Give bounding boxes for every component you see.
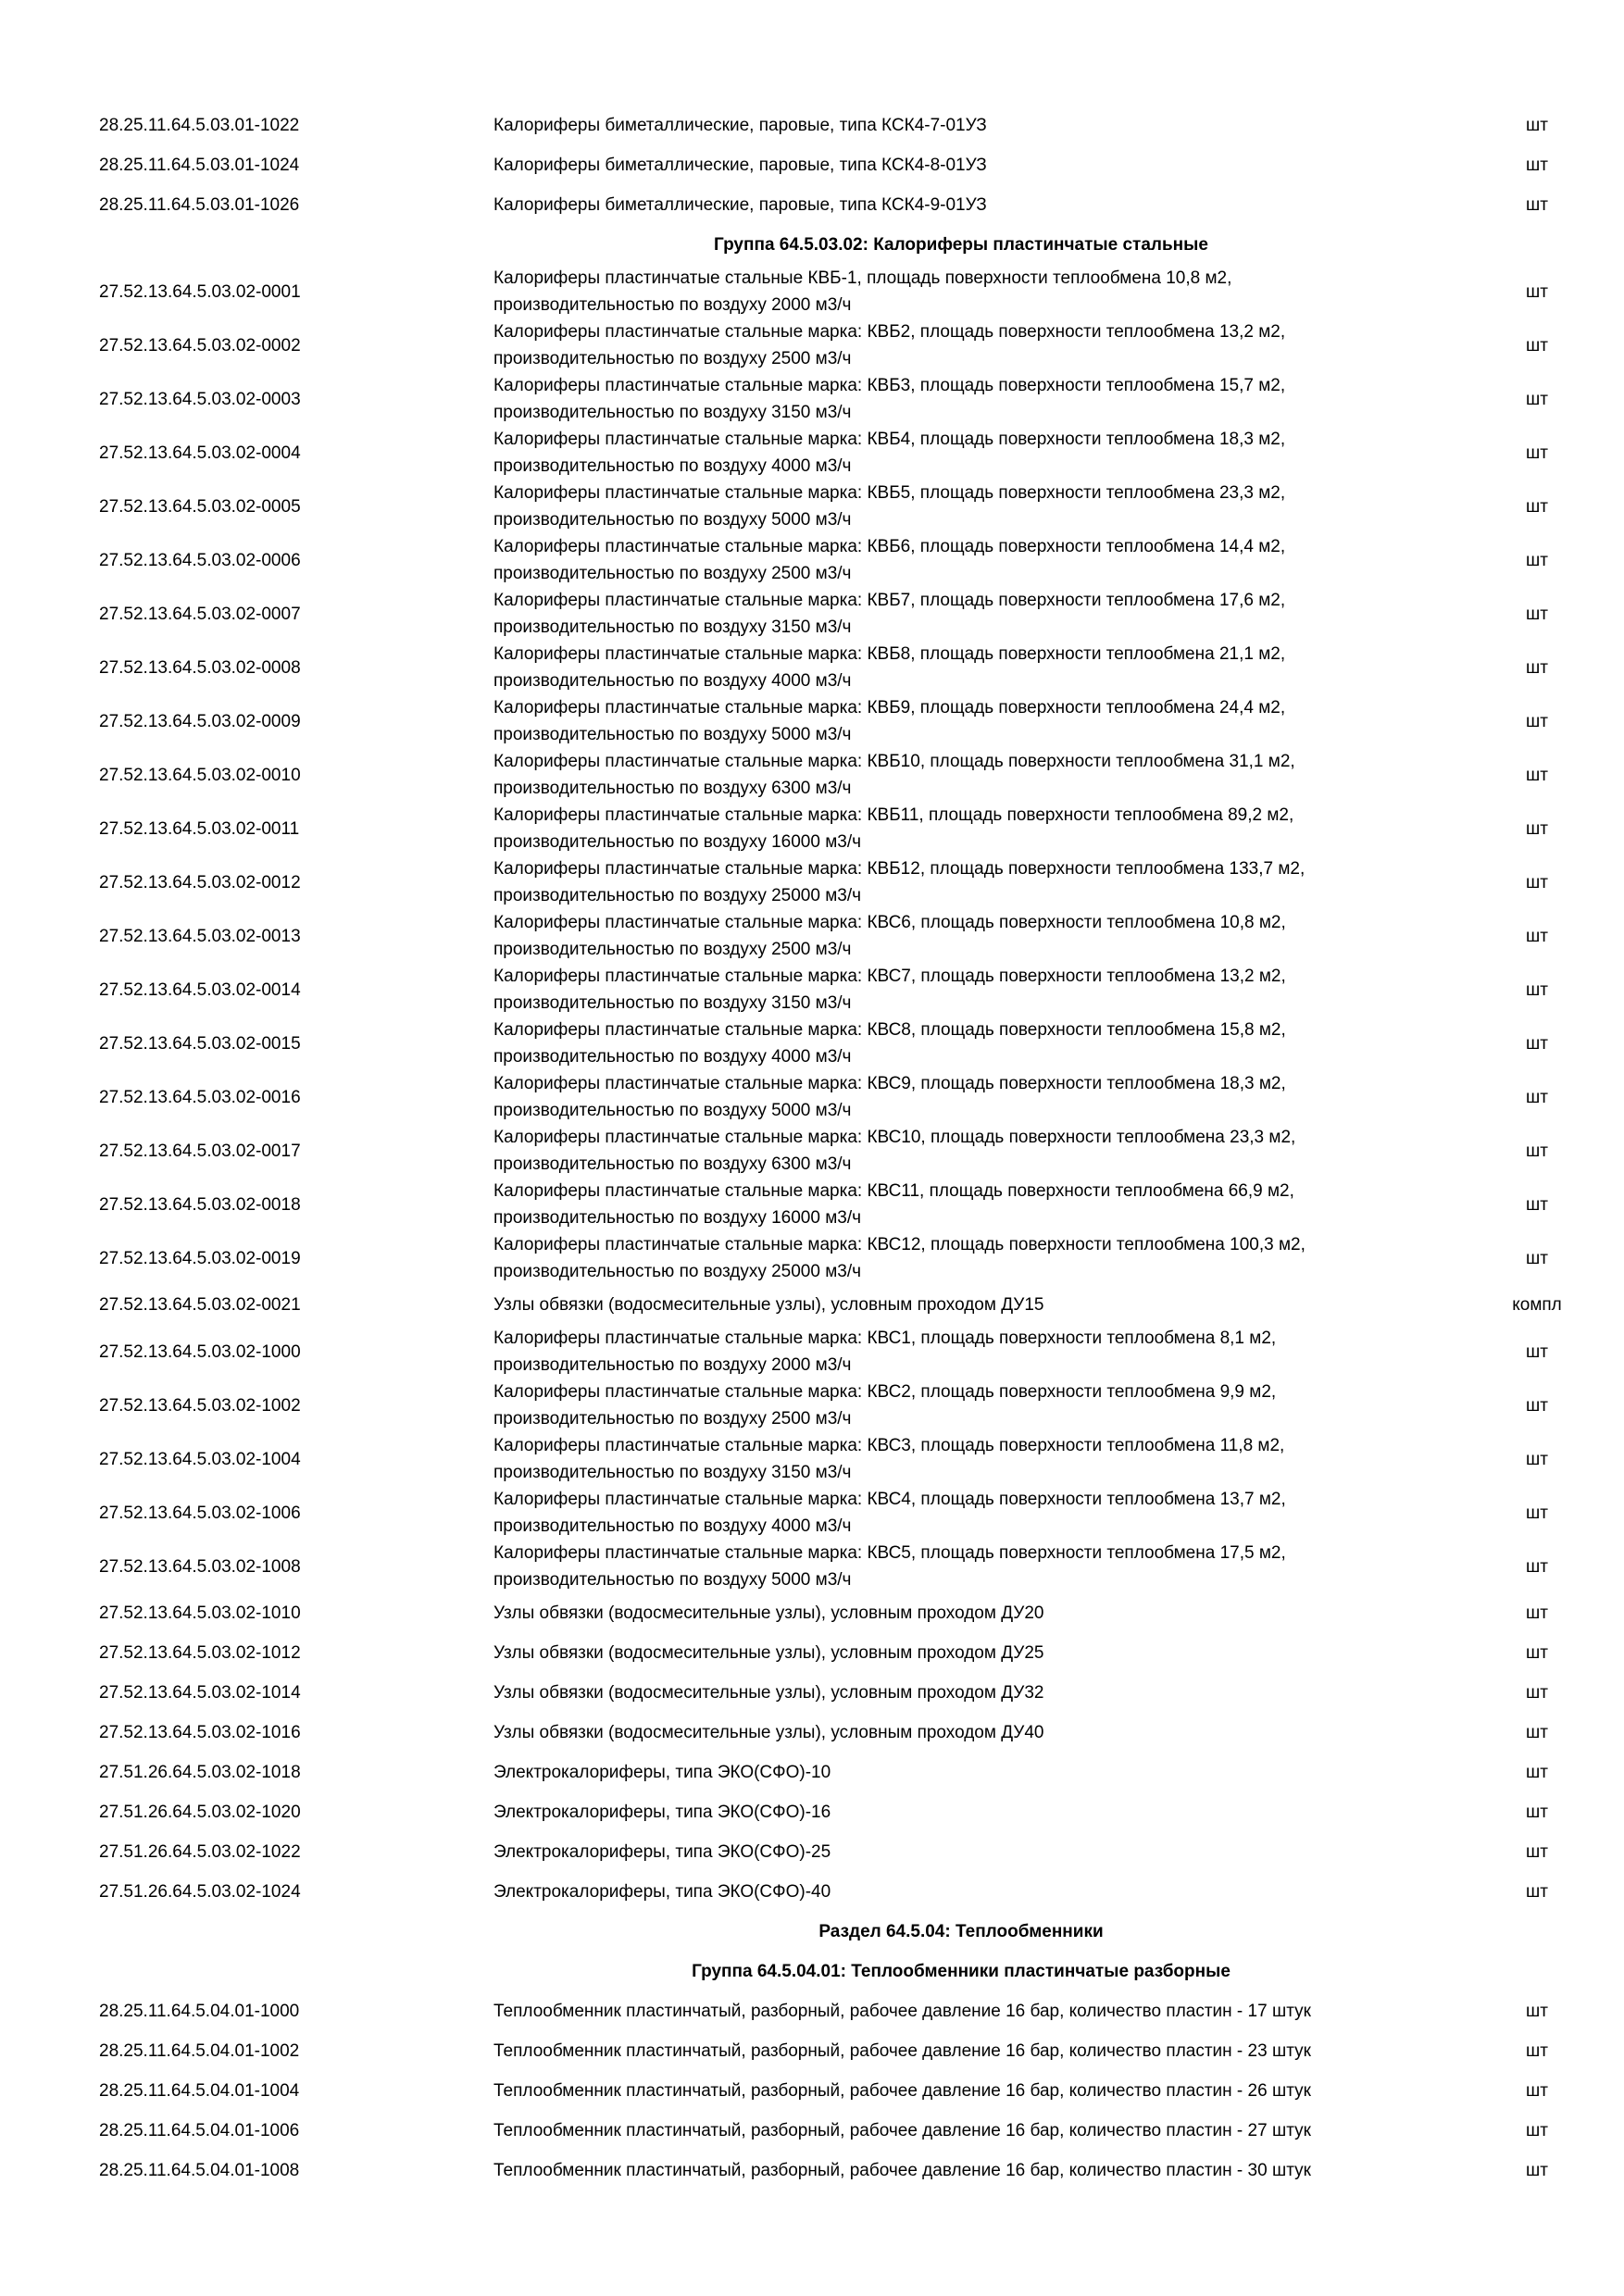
table-row	[0, 1872, 1624, 1912]
item-code: 27.52.13.64.5.03.02-1004	[99, 1449, 301, 1469]
item-code: 27.52.13.64.5.03.02-1002	[99, 1395, 301, 1416]
item-unit: шт	[1526, 980, 1548, 1000]
item-name-line: Калориферы пластинчатые стальные марка: КВС8, площадь поверхности теплообмена 15,8 м2,	[493, 1020, 1286, 1040]
item-name	[493, 641, 1429, 694]
item-name-line: Калориферы пластинчатые стальные марка: КВС11, площадь поверхности теплообмена 66,9 м2,	[493, 1181, 1294, 1201]
item-name	[493, 1231, 1429, 1285]
item-unit: шт	[1526, 1603, 1548, 1623]
item-code: 27.52.13.64.5.03.02-0013	[99, 926, 301, 946]
table-row	[0, 641, 1624, 694]
item-name-line: Электрокалориферы, типа ЭКО(СФО)-16	[493, 1803, 831, 1822]
item-unit: шт	[1526, 1643, 1548, 1663]
item-name-line: производительностью по воздуху 5000 м3/ч	[493, 1101, 852, 1120]
table-row	[0, 1379, 1624, 1432]
item-name-line: Узлы обвязки (водосмесительные узлы), условным проходом ДУ20	[493, 1603, 1044, 1623]
item-name	[493, 1486, 1429, 1540]
item-name-line: Узлы обвязки (водосмесительные узлы), условным проходом ДУ15	[493, 1295, 1044, 1315]
table-row	[0, 265, 1624, 318]
item-unit: шт	[1526, 926, 1548, 946]
table-row	[0, 1432, 1624, 1486]
item-code: 27.52.13.64.5.03.02-1000	[99, 1341, 301, 1362]
item-unit: шт	[1526, 1449, 1548, 1469]
item-name-line: Теплообменник пластинчатый, разборный, рабочее давление 16 бар, количество пластин - 17 штук	[493, 2002, 1311, 2021]
item-name	[493, 1713, 1429, 1753]
item-name	[493, 694, 1429, 748]
item-name	[493, 1432, 1429, 1486]
item-name-line: Калориферы пластинчатые стальные марка: КВС10, площадь поверхности теплообмена 23,3 м2,	[493, 1128, 1296, 1147]
item-unit: шт	[1526, 1882, 1548, 1902]
item-name	[493, 1593, 1429, 1633]
item-name-line: Теплообменник пластинчатый, разборный, рабочее давление 16 бар, количество пластин - 30 штук	[493, 2161, 1311, 2180]
item-name-line: Калориферы биметаллические, паровые, типа КСК4-7-01УЗ	[493, 116, 987, 135]
item-name-line: Калориферы пластинчатые стальные марка: КВБ11, площадь поверхности теплообмена 89,2 м2,	[493, 805, 1294, 825]
item-code: 28.25.11.64.5.04.01-1004	[99, 2081, 300, 2101]
table-row	[0, 1017, 1624, 1070]
item-name-line: производительностью по воздуху 4000 м3/ч	[493, 456, 852, 476]
item-name-line: производительностью по воздуху 4000 м3/ч	[493, 1047, 852, 1067]
item-name-line: производительностью по воздуху 25000 м3/ч	[493, 886, 862, 905]
item-name	[493, 748, 1429, 802]
item-code: 27.51.26.64.5.03.02-1018	[99, 1763, 301, 1782]
table-row	[0, 185, 1624, 225]
item-unit: шт	[1526, 156, 1548, 175]
item-code: 27.52.13.64.5.03.02-0009	[99, 711, 301, 731]
item-code: 27.52.13.64.5.03.02-1014	[99, 1683, 301, 1703]
table-row	[0, 106, 1624, 145]
item-unit: шт	[1526, 2041, 1548, 2061]
item-name-line: Калориферы пластинчатые стальные марка: КВС4, площадь поверхности теплообмена 13,7 м2,	[493, 1490, 1286, 1509]
item-name-line: производительностью по воздуху 2500 м3/ч	[493, 1409, 852, 1429]
item-name-line: Теплообменник пластинчатый, разборный, рабочее давление 16 бар, количество пластин - 26 штук	[493, 2081, 1311, 2101]
item-unit: шт	[1526, 1248, 1548, 1268]
item-name	[493, 1379, 1429, 1432]
table-row	[0, 1325, 1624, 1379]
item-unit: шт	[1526, 872, 1548, 892]
item-name	[493, 1285, 1429, 1325]
item-name-line: Калориферы пластинчатые стальные марка: КВБ12, площадь поверхности теплообмена 133,7 м2,	[493, 859, 1305, 879]
item-name-line: Калориферы пластинчатые стальные марка: КВС6, площадь поверхности теплообмена 10,8 м2,	[493, 913, 1286, 932]
table-row	[0, 372, 1624, 426]
item-code: 27.52.13.64.5.03.02-1010	[99, 1603, 301, 1623]
item-code: 27.52.13.64.5.03.02-0015	[99, 1033, 301, 1054]
item-unit: шт	[1526, 2081, 1548, 2101]
item-code: 28.25.11.64.5.04.01-1006	[99, 2121, 300, 2140]
item-name	[493, 533, 1429, 587]
item-unit: шт	[1526, 1341, 1548, 1362]
item-name-line: Теплообменник пластинчатый, разборный, рабочее давление 16 бар, количество пластин - 27 штук	[493, 2121, 1311, 2140]
item-name-line: производительностью по воздуху 2500 м3/ч	[493, 349, 852, 368]
item-name	[493, 963, 1429, 1017]
item-name-line: производительностью по воздуху 3150 м3/ч	[493, 993, 852, 1013]
table-row	[0, 1832, 1624, 1872]
item-name	[493, 265, 1429, 318]
table-row	[0, 1231, 1624, 1285]
item-code: 28.25.11.64.5.03.01-1026	[99, 195, 300, 215]
item-code: 27.51.26.64.5.03.02-1022	[99, 1842, 301, 1862]
item-name-line: производительностью по воздуху 3150 м3/ч	[493, 1463, 852, 1482]
item-code: 27.52.13.64.5.03.02-0017	[99, 1141, 301, 1161]
item-name-line: Электрокалориферы, типа ЭКО(СФО)-10	[493, 1763, 831, 1782]
table-row	[0, 748, 1624, 802]
item-unit: шт	[1526, 1803, 1548, 1822]
item-code: 27.52.13.64.5.03.02-0004	[99, 443, 301, 463]
item-name	[493, 1325, 1429, 1379]
item-unit: шт	[1526, 1683, 1548, 1703]
item-unit: шт	[1526, 657, 1548, 678]
item-name-line: производительностью по воздуху 16000 м3/ч	[493, 832, 862, 852]
item-code: 27.52.13.64.5.03.02-0021	[99, 1295, 301, 1315]
item-unit: шт	[1526, 2161, 1548, 2180]
item-name-line: Электрокалориферы, типа ЭКО(СФО)-40	[493, 1882, 831, 1902]
table-row	[0, 1070, 1624, 1124]
item-unit: шт	[1526, 1033, 1548, 1054]
item-name-line: Калориферы пластинчатые стальные КВБ-1, площадь поверхности теплообмена 10,8 м2,	[493, 268, 1232, 288]
item-name	[493, 185, 1429, 225]
item-code: 28.25.11.64.5.03.01-1024	[99, 156, 300, 175]
item-name	[493, 1124, 1429, 1178]
item-name-line: Узлы обвязки (водосмесительные узлы), условным проходом ДУ25	[493, 1643, 1044, 1663]
table-row	[0, 318, 1624, 372]
item-name-line: Калориферы биметаллические, паровые, типа КСК4-8-01УЗ	[493, 156, 987, 175]
table-row	[0, 802, 1624, 855]
item-name-line: производительностью по воздуху 4000 м3/ч	[493, 1516, 852, 1536]
table-row	[0, 2111, 1624, 2151]
item-name	[493, 1991, 1429, 2031]
item-name-line: производительностью по воздуху 2500 м3/ч	[493, 940, 852, 959]
item-unit: шт	[1526, 2002, 1548, 2021]
table-row	[0, 1713, 1624, 1753]
item-name	[493, 2071, 1429, 2111]
table-row	[0, 426, 1624, 480]
section-heading: Группа 64.5.04.01: Теплообменники пластинчатые разборные	[692, 1962, 1230, 1981]
item-unit: шт	[1526, 1723, 1548, 1742]
item-unit: шт	[1526, 1087, 1548, 1107]
item-unit: шт	[1526, 195, 1548, 215]
item-code: 27.51.26.64.5.03.02-1020	[99, 1803, 301, 1822]
item-unit: шт	[1526, 711, 1548, 731]
item-code: 27.52.13.64.5.03.02-0012	[99, 872, 301, 892]
item-unit: шт	[1526, 335, 1548, 356]
item-unit: шт	[1526, 1395, 1548, 1416]
item-code: 27.52.13.64.5.03.02-0016	[99, 1087, 301, 1107]
table-row	[0, 1178, 1624, 1231]
table-row	[0, 1285, 1624, 1325]
item-code: 28.25.11.64.5.03.01-1022	[99, 116, 300, 135]
table-row	[0, 1991, 1624, 2031]
item-unit: шт	[1526, 443, 1548, 463]
item-name-line: Узлы обвязки (водосмесительные узлы), условным проходом ДУ40	[493, 1723, 1044, 1742]
item-unit: шт	[1526, 818, 1548, 839]
item-name-line: Калориферы пластинчатые стальные марка: КВБ5, площадь поверхности теплообмена 23,3 м2,	[493, 483, 1286, 503]
item-name	[493, 480, 1429, 533]
item-unit: шт	[1526, 550, 1548, 570]
table-row	[0, 855, 1624, 909]
item-code: 27.52.13.64.5.03.02-0001	[99, 281, 301, 302]
item-name-line: производительностью по воздуху 6300 м3/ч	[493, 779, 852, 798]
item-name-line: Калориферы пластинчатые стальные марка: КВС12, площадь поверхности теплообмена 100,3 м2,	[493, 1235, 1305, 1254]
table-row	[0, 587, 1624, 641]
item-unit: компл	[1512, 1295, 1562, 1315]
item-name	[493, 587, 1429, 641]
item-name	[493, 802, 1429, 855]
table-row	[0, 1124, 1624, 1178]
section-heading: Группа 64.5.03.02: Калориферы пластинчатые стальные	[714, 235, 1208, 255]
item-name-line: Калориферы пластинчатые стальные марка: КВС7, площадь поверхности теплообмена 13,2 м2,	[493, 967, 1286, 986]
table-row	[0, 1593, 1624, 1633]
item-unit: шт	[1526, 389, 1548, 409]
table-row	[0, 480, 1624, 533]
item-name-line: Калориферы пластинчатые стальные марка: КВС9, площадь поверхности теплообмена 18,3 м2,	[493, 1074, 1286, 1093]
item-code: 27.52.13.64.5.03.02-0002	[99, 335, 301, 356]
item-code: 27.52.13.64.5.03.02-1008	[99, 1556, 301, 1577]
item-name-line: Калориферы пластинчатые стальные марка: КВС5, площадь поверхности теплообмена 17,5 м2,	[493, 1543, 1286, 1563]
table-row	[0, 1753, 1624, 1792]
table-row	[0, 2071, 1624, 2111]
item-name-line: Калориферы пластинчатые стальные марка: КВС1, площадь поверхности теплообмена 8,1 м2,	[493, 1329, 1277, 1348]
item-name-line: производительностью по воздуху 5000 м3/ч	[493, 1570, 852, 1590]
table-row	[0, 2031, 1624, 2071]
item-name-line: Калориферы пластинчатые стальные марка: КВБ4, площадь поверхности теплообмена 18,3 м2,	[493, 430, 1286, 449]
item-code: 27.52.13.64.5.03.02-0005	[99, 496, 301, 517]
item-name-line: производительностью по воздуху 6300 м3/ч	[493, 1154, 852, 1174]
item-name	[493, 1792, 1429, 1832]
item-unit: шт	[1526, 1842, 1548, 1862]
item-name	[493, 1017, 1429, 1070]
item-code: 28.25.11.64.5.04.01-1008	[99, 2161, 300, 2180]
item-name	[493, 909, 1429, 963]
table-row	[0, 1673, 1624, 1713]
item-name-line: производительностью по воздуху 5000 м3/ч	[493, 725, 852, 744]
item-code: 27.52.13.64.5.03.02-0019	[99, 1248, 301, 1268]
table-row	[0, 2151, 1624, 2190]
item-name-line: Калориферы пластинчатые стальные марка: КВБ2, площадь поверхности теплообмена 13,2 м2,	[493, 322, 1286, 342]
item-name	[493, 1178, 1429, 1231]
item-unit: шт	[1526, 1503, 1548, 1523]
item-unit: шт	[1526, 765, 1548, 785]
item-name	[493, 855, 1429, 909]
item-name-line: производительностью по воздуху 5000 м3/ч	[493, 510, 852, 530]
item-name-line: Калориферы пластинчатые стальные марка: КВС3, площадь поверхности теплообмена 11,8 м2,	[493, 1436, 1285, 1455]
item-code: 27.52.13.64.5.03.02-0014	[99, 980, 301, 1000]
item-name	[493, 106, 1429, 145]
item-unit: шт	[1526, 1141, 1548, 1161]
item-unit: шт	[1526, 1194, 1548, 1215]
item-unit: шт	[1526, 116, 1548, 135]
item-name	[493, 1872, 1429, 1912]
item-name-line: Калориферы пластинчатые стальные марка: КВБ6, площадь поверхности теплообмена 14,4 м2,	[493, 537, 1286, 556]
item-code: 27.52.13.64.5.03.02-1006	[99, 1503, 301, 1523]
item-name-line: производительностью по воздуху 2000 м3/ч	[493, 295, 852, 315]
item-name-line: Узлы обвязки (водосмесительные узлы), условным проходом ДУ32	[493, 1683, 1044, 1703]
item-name	[493, 1673, 1429, 1713]
item-name	[493, 2031, 1429, 2071]
table-row	[0, 145, 1624, 185]
item-name	[493, 1832, 1429, 1872]
item-code: 27.52.13.64.5.03.02-0007	[99, 604, 301, 624]
item-name-line: производительностью по воздуху 25000 м3/ч	[493, 1262, 862, 1281]
item-code: 28.25.11.64.5.04.01-1000	[99, 2002, 300, 2021]
item-name-line: Калориферы пластинчатые стальные марка: КВБ3, площадь поверхности теплообмена 15,7 м2,	[493, 376, 1286, 395]
item-code: 27.52.13.64.5.03.02-1012	[99, 1643, 301, 1663]
item-name-line: Электрокалориферы, типа ЭКО(СФО)-25	[493, 1842, 831, 1862]
item-name	[493, 1633, 1429, 1673]
item-name	[493, 318, 1429, 372]
table-row	[0, 1792, 1624, 1832]
item-name	[493, 1753, 1429, 1792]
item-name-line: производительностью по воздуху 4000 м3/ч	[493, 671, 852, 691]
item-name-line: производительностью по воздуху 3150 м3/ч	[493, 618, 852, 637]
item-name	[493, 2151, 1429, 2190]
item-code: 27.52.13.64.5.03.02-0011	[99, 818, 300, 839]
item-code: 27.52.13.64.5.03.02-0018	[99, 1194, 301, 1215]
item-code: 27.52.13.64.5.03.02-0006	[99, 550, 301, 570]
table-row	[0, 1540, 1624, 1593]
section-heading: Раздел 64.5.04: Теплообменники	[818, 1922, 1104, 1941]
table-row	[0, 1633, 1624, 1673]
item-name-line: Калориферы пластинчатые стальные марка: КВБ9, площадь поверхности теплообмена 24,4 м2,	[493, 698, 1286, 718]
item-name	[493, 2111, 1429, 2151]
table-row	[0, 963, 1624, 1017]
item-name-line: Калориферы пластинчатые стальные марка: КВБ7, площадь поверхности теплообмена 17,6 м2,	[493, 591, 1286, 610]
item-code: 27.52.13.64.5.03.02-1016	[99, 1723, 301, 1742]
item-name-line: Калориферы пластинчатые стальные марка: КВС2, площадь поверхности теплообмена 9,9 м2,	[493, 1382, 1277, 1402]
item-name	[493, 1070, 1429, 1124]
item-name-line: производительностью по воздуху 3150 м3/ч	[493, 403, 852, 422]
item-unit: шт	[1526, 2121, 1548, 2140]
item-unit: шт	[1526, 604, 1548, 624]
item-unit: шт	[1526, 496, 1548, 517]
item-unit: шт	[1526, 1763, 1548, 1782]
item-name-line: производительностью по воздуху 2500 м3/ч	[493, 564, 852, 583]
item-name-line: Калориферы биметаллические, паровые, типа КСК4-9-01УЗ	[493, 195, 987, 215]
item-name-line: Теплообменник пластинчатый, разборный, рабочее давление 16 бар, количество пластин - 23 штук	[493, 2041, 1311, 2061]
table-row	[0, 909, 1624, 963]
item-code: 27.52.13.64.5.03.02-0008	[99, 657, 301, 678]
item-name	[493, 1540, 1429, 1593]
item-code: 27.52.13.64.5.03.02-0010	[99, 765, 301, 785]
item-code: 27.52.13.64.5.03.02-0003	[99, 389, 301, 409]
table-row	[0, 1486, 1624, 1540]
item-name-line: Калориферы пластинчатые стальные марка: КВБ10, площадь поверхности теплообмена 31,1 м2,	[493, 752, 1295, 771]
item-name-line: производительностью по воздуху 16000 м3/ч	[493, 1208, 862, 1228]
item-name	[493, 426, 1429, 480]
item-unit: шт	[1526, 281, 1548, 302]
item-name-line: Калориферы пластинчатые стальные марка: КВБ8, площадь поверхности теплообмена 21,1 м2,	[493, 644, 1286, 664]
table-row	[0, 533, 1624, 587]
item-unit: шт	[1526, 1556, 1548, 1577]
item-code: 27.51.26.64.5.03.02-1024	[99, 1882, 301, 1902]
item-name	[493, 372, 1429, 426]
table-row	[0, 694, 1624, 748]
item-name-line: производительностью по воздуху 2000 м3/ч	[493, 1355, 852, 1375]
item-code: 28.25.11.64.5.04.01-1002	[99, 2041, 300, 2061]
item-name	[493, 145, 1429, 185]
